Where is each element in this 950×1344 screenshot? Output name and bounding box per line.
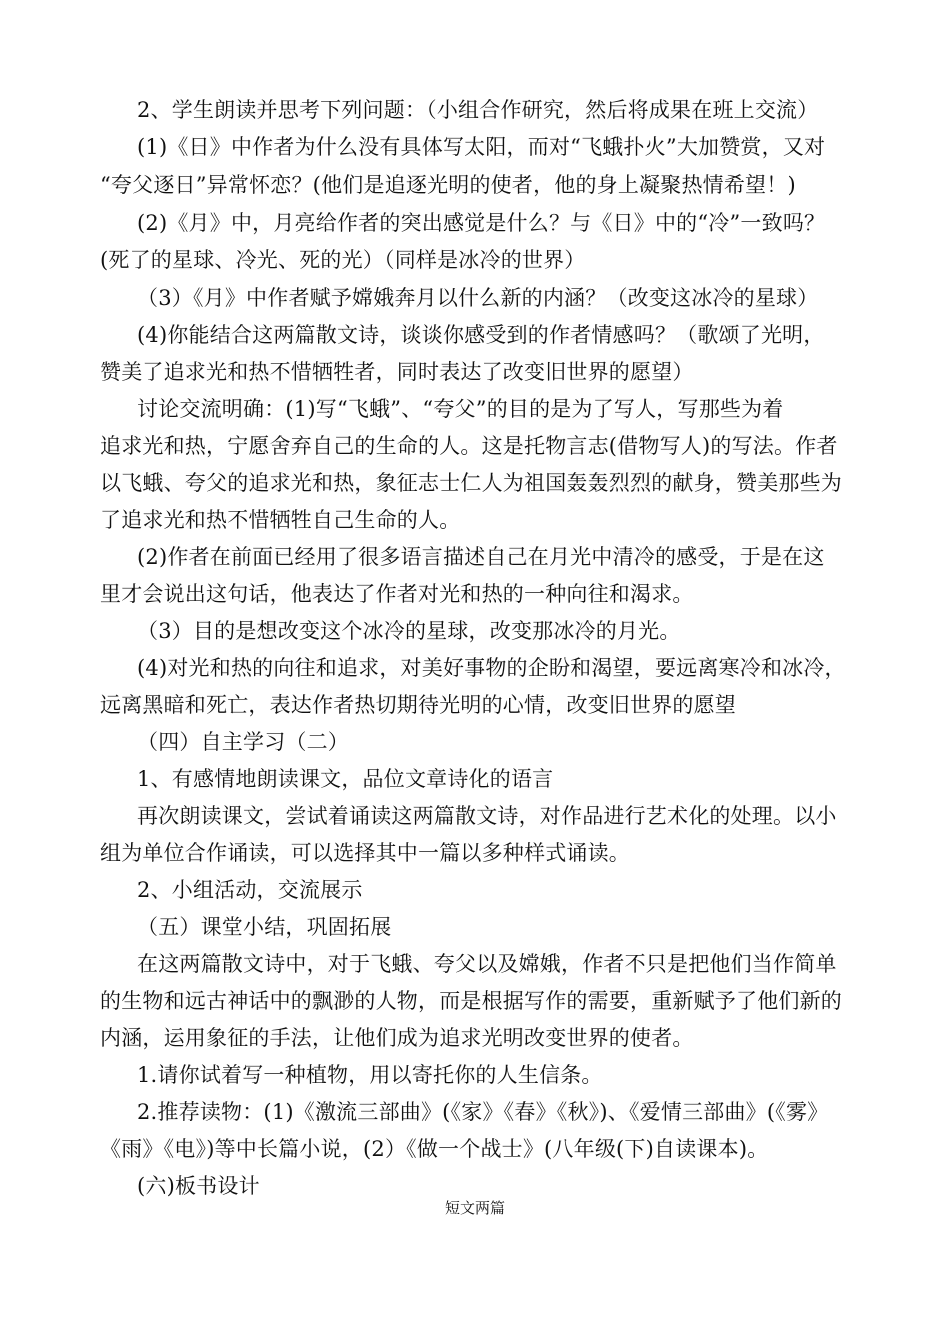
text-line: （3）《月》中作者赋予嫦娥奔月以什么新的内涵？（改变这冰冷的星球） (137, 286, 819, 310)
text-line: （3）目的是想改变这个冰冷的星球，改变那冰冷的月光。 (137, 619, 681, 643)
text-line: (2)《月》中，月亮给作者的突出感觉是什么？与《日》中的“冷”一致吗？ (137, 211, 826, 235)
text-line: 《雨》《电》)等中长篇小说，(2）《做一个战士》(八年级(下)自读课本)。 (100, 1137, 769, 1161)
text-line: 远离黑暗和死亡，表达作者热切期待光明的心情，改变旧世界的愿望 (100, 693, 736, 717)
text-line: 追求光和热，宁愿舍弃自己的生命的人。这是托物言志(借物写人)的写法。作者 (100, 434, 838, 458)
text-line: (死了的星球、冷光、死的光）（同样是冰冷的世界） (100, 248, 586, 272)
board-design-title: 短文两篇 (444, 1199, 505, 1217)
text-line: 再次朗读课文，尝试着诵读这两篇散文诗，对作品进行艺术化的处理。以小 (137, 804, 837, 828)
text-line: (2)作者在前面已经用了很多语言描述自己在月光中清冷的感受，于是在这 (137, 545, 825, 569)
text-line: (4)你能结合这两篇散文诗，谈谈你感受到的作者情感吗？（歌颂了光明， (137, 323, 825, 347)
text-line: 赞美了追求光和热不惜牺牲者，同时表达了改变旧世界的愿望） (100, 360, 694, 384)
section-heading: （四）自主学习（二） (137, 730, 349, 754)
text-line: 组为单位合作诵读，可以选择其中一篇以多种样式诵读。 (100, 841, 630, 865)
text-line: 了追求光和热不惜牺牲自己生命的人。 (100, 508, 461, 532)
text-line: 在这两篇散文诗中，对于飞蛾、夸父以及嫦娥，作者不只是把他们当作简单 (137, 952, 837, 976)
text-line: 1.请你试着写一种植物，用以寄托你的人生信条。 (137, 1063, 603, 1087)
text-line: (4)对光和热的向往和追求，对美好事物的企盼和渴望，要远离寒冷和冰冷， (137, 656, 846, 680)
text-line: 2、学生朗读并思考下列问题：（小组合作研究，然后将成果在班上交流） (137, 98, 819, 122)
text-line: 里才会说出这句话，他表达了作者对光和热的一种向往和渴求。 (100, 582, 694, 606)
text-line: “夸父逐日”异常怀恋？(他们是追逐光明的使者，他的身上凝聚热情希望！) (100, 173, 796, 197)
text-line: 以飞蛾、夸父的追求光和热，象征志士仁人为祖国轰轰烈烈的献身，赞美那些为 (100, 471, 842, 495)
text-line: 讨论交流明确：(1)写“飞蛾”、“夸父”的目的是为了写人，写那些为着 (137, 397, 784, 421)
text-line: 的生物和远古神话中的飘渺的人物，而是根据写作的需要，重新赋予了他们新的 (100, 989, 842, 1013)
section-heading: （五）课堂小结，巩固拓展 (137, 915, 392, 939)
text-line: 1、有感情地朗读课文，品位文章诗化的语言 (137, 767, 554, 791)
text-line: 内涵，运用象征的手法，让他们成为追求光明改变世界的使者。 (100, 1026, 694, 1050)
text-line: 2.推荐读物：(1)《激流三部曲》(《家》《春》《秋》)、《爱情三部曲》(《雾》 (137, 1100, 829, 1124)
section-heading: (六)板书设计 (137, 1174, 260, 1198)
text-line: (1)《日》中作者为什么没有具体写太阳，而对“飞蛾扑火”大加赞赏，又对 (137, 135, 826, 159)
text-line: 2、小组活动，交流展示 (137, 878, 363, 902)
